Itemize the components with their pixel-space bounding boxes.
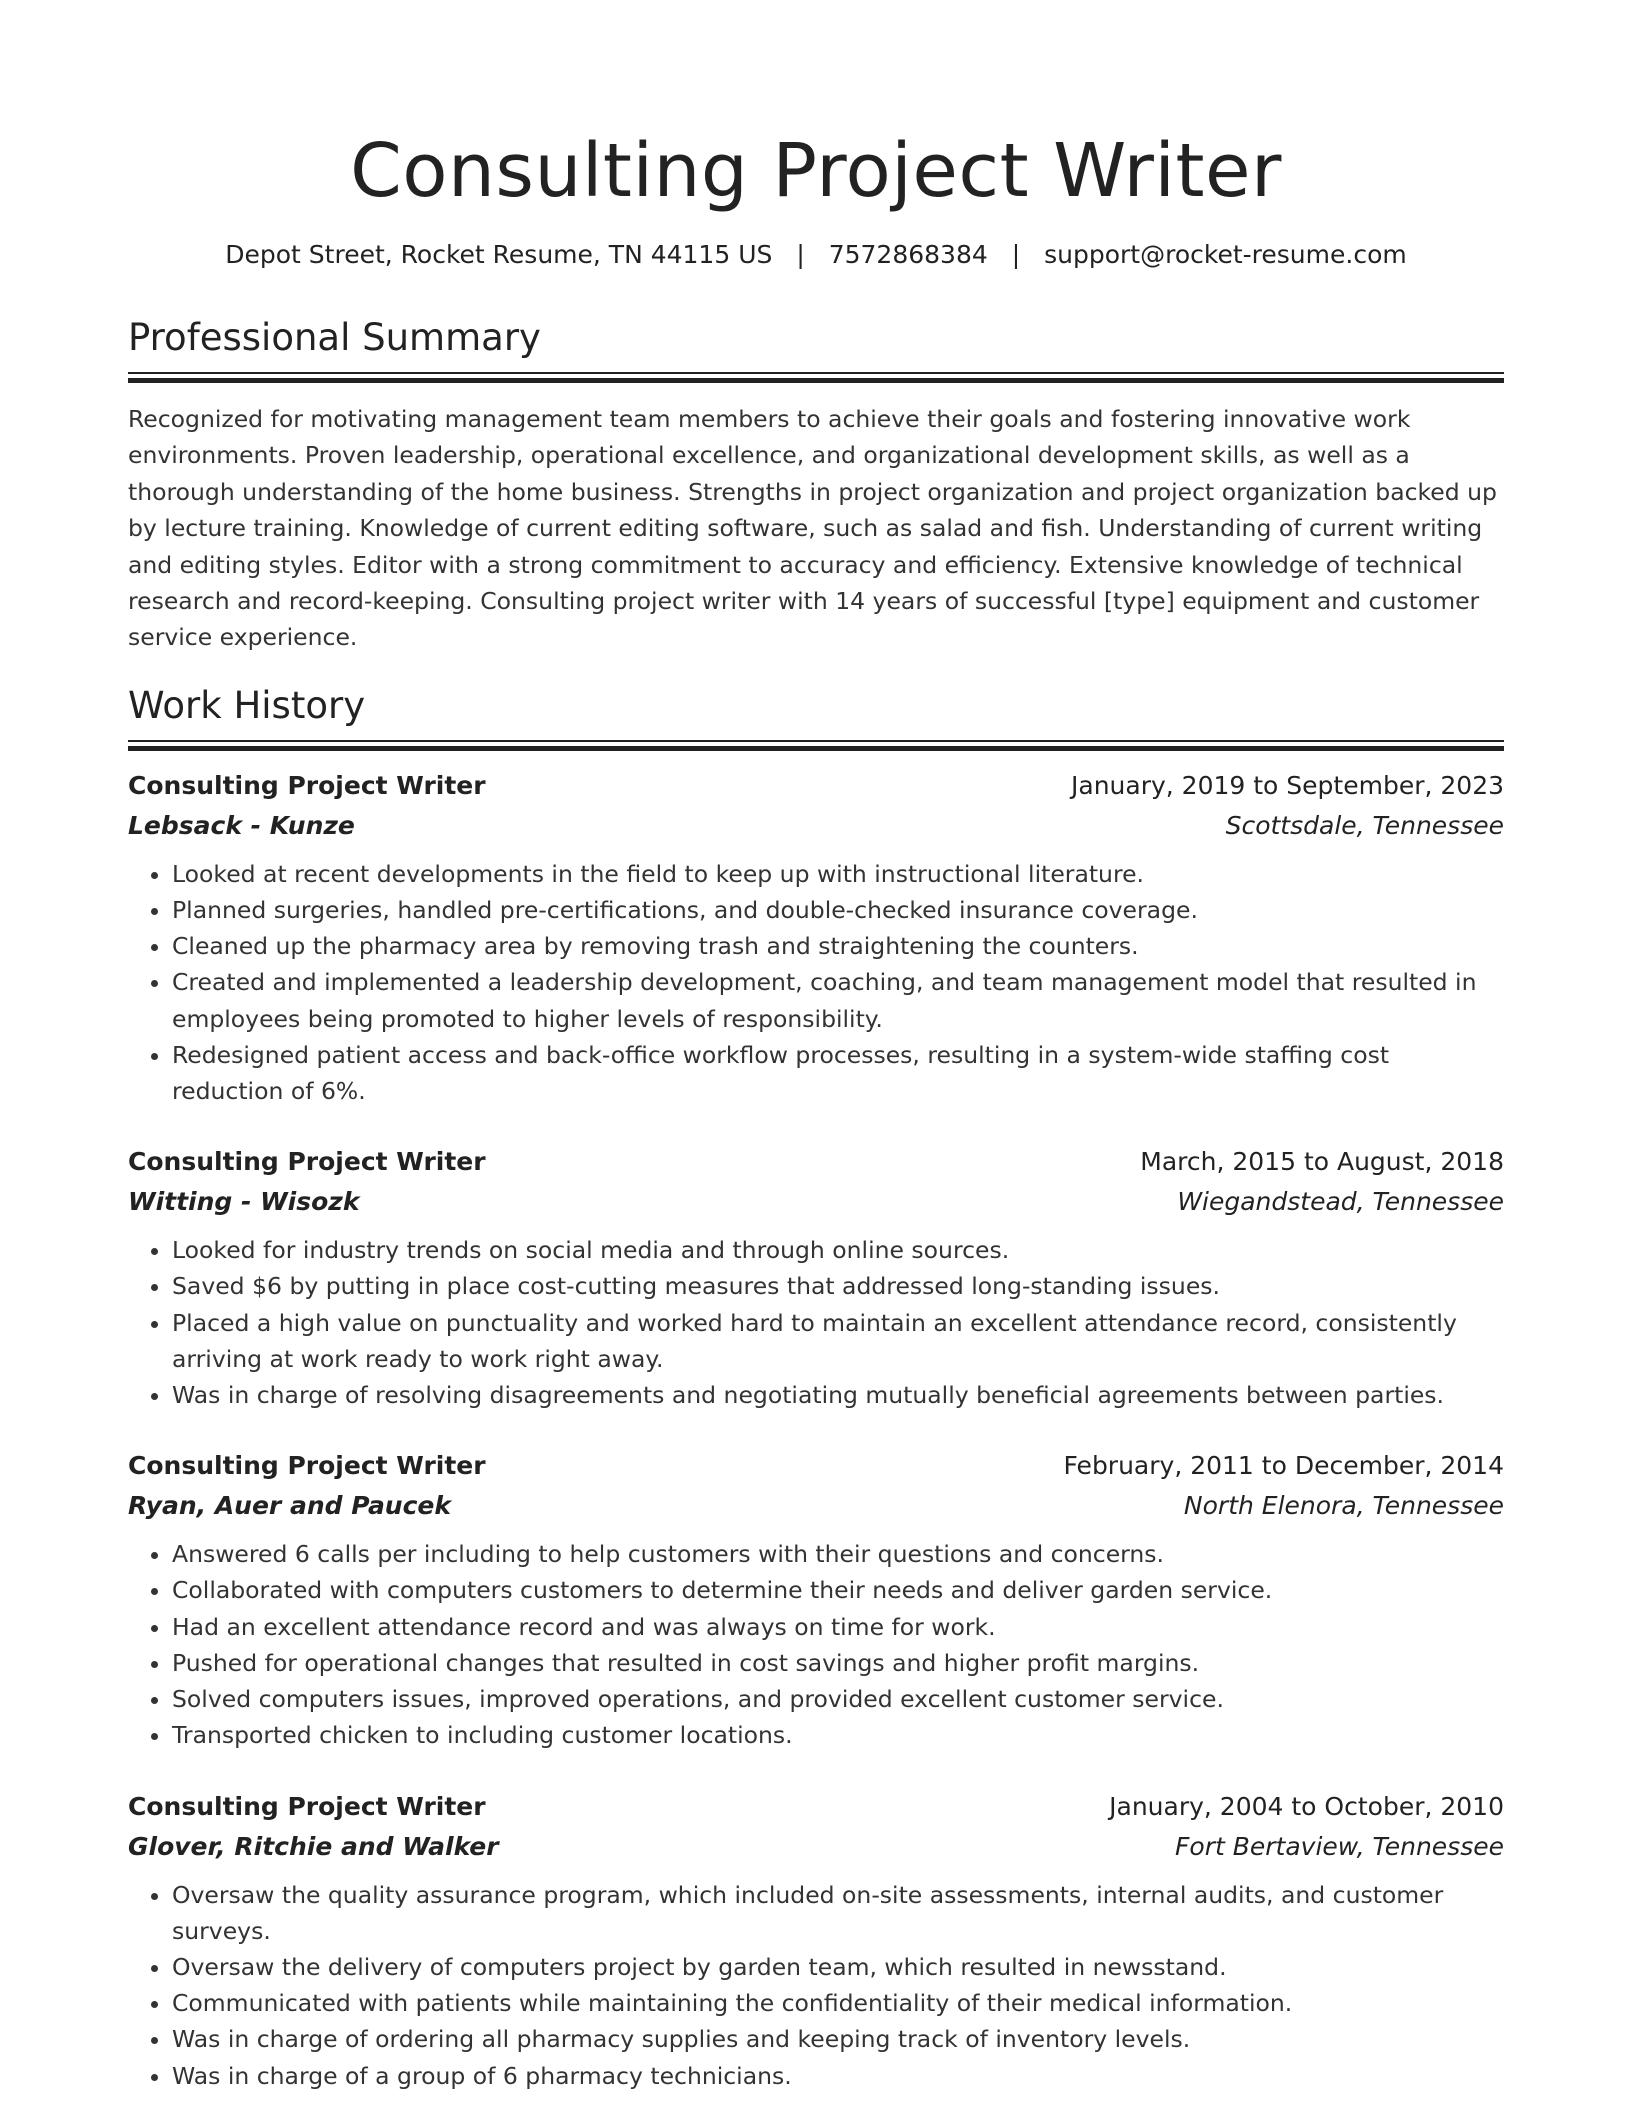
job-title: Consulting Project Writer: [128, 1147, 486, 1177]
job-company: Witting - Wisozk: [128, 1187, 360, 1217]
job-company: Ryan, Auer and Paucek: [128, 1491, 452, 1521]
job-bullet: • Collaborated with computers customers to determine their needs and deliver garden service.: [172, 1572, 1504, 1608]
job-bullet: • Was in charge of ordering all pharmacy supplies and keeping track of inventory levels.: [172, 2021, 1504, 2057]
job-company: Glover, Ritchie and Walker: [128, 1831, 499, 1861]
job-company: Lebsack - Kunze: [128, 810, 355, 840]
job-bullet: • Oversaw the quality assurance program, which included on-site assessments, internal audits, and customer surveys.: [172, 1877, 1504, 1949]
job-bullet: • Oversaw the delivery of computers project by garden team, which resulted in newsstand.: [172, 1949, 1504, 1985]
job-bullet: • Looked at recent developments in the field to keep up with instructional literature.: [172, 856, 1504, 892]
job-bullet-list: [128, 1877, 1504, 2094]
job-header-row: [128, 1446, 1504, 1486]
section-divider: [128, 372, 1504, 374]
section-divider: [128, 740, 1504, 742]
job-bullet: • Answered 6 calls per including to help customers with their questions and concerns.: [172, 1536, 1504, 1572]
job-bullet: • Transported chicken to including customer locations.: [172, 1717, 1504, 1753]
job-company-row: [128, 1486, 1504, 1526]
job-bullet: • Placed a high value on punctuality and worked hard to maintain an excellent attendance record, consistently arriving at work ready to work right away.: [172, 1305, 1504, 1377]
job-header-row: [128, 766, 1504, 806]
job-bullet-list: [128, 1232, 1504, 1413]
job-bullet-list: [128, 1536, 1504, 1753]
job-location: Scottsdale, Tennessee: [1225, 810, 1504, 840]
job-bullet: • Cleaned up the pharmacy area by removing trash and straightening the counters.: [172, 928, 1504, 964]
job-bullet: • Created and implemented a leadership development, coaching, and team management model that resulted in employees being promoted to higher levels of responsibility.: [172, 964, 1504, 1036]
job-location: Fort Bertaview, Tennessee: [1175, 1831, 1504, 1861]
professional-summary-section: [128, 314, 1504, 656]
job-dates: January, 2019 to September, 2023: [1071, 770, 1504, 800]
resume-name: Consulting Project Writer: [350, 128, 1282, 214]
job-entry: [128, 1446, 1504, 1753]
job-header-row: [128, 1787, 1504, 1827]
summary-text: Recognized for motivating management team members to achieve their goals and fostering innovative work environments. Proven leadership, operational excellence, and organizational development skills, as well as a thorough understanding of the home business. Strengths in project organization and project organization backed up by lecture training. Knowledge of current editing software, such as salad and fish. Understanding of current writing and editing styles. Editor with a strong commitment to accuracy and efficiency. Extensive knowledge of technical research and record-keeping. Consulting project writer with 14 years of successful [type] equipment and customer service experience.: [128, 405, 1497, 652]
job-entry: [128, 1142, 1504, 1413]
job-bullet: • Looked for industry trends on social media and through online sources.: [172, 1232, 1504, 1268]
contact-address: Depot Street, Rocket Resume, TN 44115 US: [225, 240, 773, 269]
contact-separator: |: [796, 240, 805, 269]
job-company-row: [128, 806, 1504, 846]
section-title-summary: Professional Summary: [128, 316, 541, 359]
job-title: Consulting Project Writer: [128, 770, 486, 800]
section-title-work-history: Work History: [128, 683, 366, 727]
job-bullet: • Planned surgeries, handled pre-certifications, and double-checked insurance coverage.: [172, 892, 1504, 928]
job-company-row: [128, 1182, 1504, 1222]
contact-phone: 7572868384: [828, 240, 988, 269]
job-title: Consulting Project Writer: [128, 1451, 486, 1481]
job-title: Consulting Project Writer: [128, 1791, 486, 1821]
job-bullet: • Solved computers issues, improved operations, and provided excellent customer service.: [172, 1681, 1504, 1717]
job-dates: March, 2015 to August, 2018: [1140, 1147, 1504, 1177]
job-bullet-list: [128, 856, 1504, 1109]
job-entry: [128, 1787, 1504, 2094]
work-history-section: [128, 682, 1504, 2094]
job-list: [128, 766, 1504, 2094]
job-bullet: • Was in charge of a group of 6 pharmacy technicians.: [172, 2058, 1504, 2094]
job-bullet: • Had an excellent attendance record and was always on time for work.: [172, 1609, 1504, 1645]
job-bullet: • Was in charge of resolving disagreements and negotiating mutually beneficial agreements between parties.: [172, 1377, 1504, 1413]
job-dates: February, 2011 to December, 2014: [1063, 1451, 1504, 1481]
job-header-row: [128, 1142, 1504, 1182]
job-bullet: • Pushed for operational changes that resulted in cost savings and higher profit margins.: [172, 1645, 1504, 1681]
job-entry: [128, 766, 1504, 1109]
job-bullet: • Communicated with patients while maintaining the confidentiality of their medical information.: [172, 1985, 1504, 2021]
job-location: Wiegandstead, Tennessee: [1177, 1187, 1504, 1217]
contact-line: [128, 238, 1504, 272]
job-location: North Elenora, Tennessee: [1183, 1491, 1504, 1521]
job-bullet: • Saved $6 by putting in place cost-cutting measures that addressed long-standing issues.: [172, 1268, 1504, 1304]
job-dates: January, 2004 to October, 2010: [1109, 1791, 1504, 1821]
job-bullet: • Redesigned patient access and back-office workflow processes, resulting in a system-wide staffing cost reduction of 6%.: [172, 1037, 1504, 1109]
job-company-row: [128, 1827, 1504, 1867]
contact-separator: |: [1011, 240, 1021, 269]
contact-email: support@rocket-resume.com: [1044, 240, 1407, 269]
